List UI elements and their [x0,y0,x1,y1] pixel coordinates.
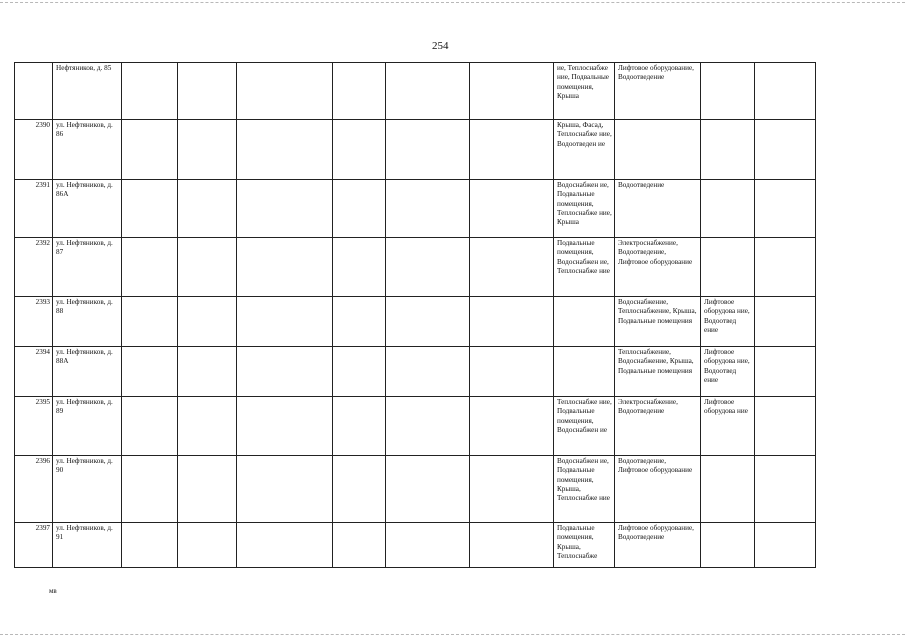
empty-cell [470,523,554,568]
empty-cell [237,347,333,397]
empty-cell [470,63,554,120]
empty-cell [470,120,554,180]
empty-cell [755,397,816,456]
row-number: 2390 [15,120,53,180]
table-row [15,63,816,120]
empty-cell [178,347,237,397]
empty-cell [755,180,816,238]
row-works-b: Электроснабжение, Водоотведение, Лифтовое оборудование [615,238,701,297]
empty-cell [237,456,333,523]
row-works-b [615,120,701,180]
empty-cell [122,180,178,238]
empty-cell [333,297,386,347]
empty-cell [333,238,386,297]
empty-cell [755,347,816,397]
empty-cell [470,180,554,238]
row-works-b: Теплоснабжение, Водоснабжение, Крыша, Подвальные помещения [615,347,701,397]
empty-cell [237,297,333,347]
empty-cell [333,523,386,568]
empty-cell [122,347,178,397]
row-number: 2396 [15,456,53,523]
empty-cell [386,180,470,238]
row-works-c [701,63,755,120]
row-works-c [701,120,755,180]
row-works-c [701,456,755,523]
table-row [15,120,816,180]
empty-cell [386,238,470,297]
row-works-c [701,523,755,568]
empty-cell [333,347,386,397]
row-works-a: Крыша, Фасад, Теплоснабже ние, Водоотведен ие [554,120,615,180]
row-works-b: Водоотведение [615,180,701,238]
empty-cell [386,297,470,347]
row-address: ул. Нефтяников, д. 90 [53,456,122,523]
empty-cell [178,523,237,568]
table-row [15,523,816,568]
row-works-b: Лифтовое оборудование, Водоотведение [615,523,701,568]
row-address: ул. Нефтяников, д. 87 [53,238,122,297]
empty-cell [755,63,816,120]
table-row [15,456,816,523]
row-works-c [701,180,755,238]
footer-mark: мв [49,587,57,595]
row-address: ул. Нефтяников, д. 89 [53,397,122,456]
row-number: 2395 [15,397,53,456]
empty-cell [333,120,386,180]
row-works-a [554,347,615,397]
row-number: 2392 [15,238,53,297]
row-works-a: Подвальные помещения, Водоснабжен ие, Теплоснабже ние [554,238,615,297]
scan-edge-top [0,2,905,3]
row-works-c: Лифтовое оборудова ние [701,397,755,456]
row-works-c: Лифтовое оборудова ние, Водоотвед ение [701,297,755,347]
row-address: ул. Нефтяников, д. 91 [53,523,122,568]
empty-cell [122,523,178,568]
row-number: 2391 [15,180,53,238]
row-works-c [701,238,755,297]
row-works-b: Водоснабжение, Теплоснабжение, Крыша, Подвальные помещения [615,297,701,347]
row-works-b: Лифтовое оборудование, Водоотведение [615,63,701,120]
row-works-a: Подвальные помещения, Крыша, Теплоснабже [554,523,615,568]
empty-cell [386,523,470,568]
empty-cell [470,238,554,297]
empty-cell [333,397,386,456]
empty-cell [178,397,237,456]
table-row [15,180,816,238]
empty-cell [470,456,554,523]
row-address: ул. Нефтяников, д. 88А [53,347,122,397]
row-works-b: Водоотведение, Лифтовое оборудование [615,456,701,523]
empty-cell [470,347,554,397]
row-number: 2397 [15,523,53,568]
table-row [15,347,816,397]
register-body [15,63,816,568]
scan-edge-bottom [0,634,905,635]
empty-cell [122,238,178,297]
row-address: ул. Нефтяников, д. 86 [53,120,122,180]
row-works-a: Водоснабжен ие, Подвальные помещения, Крыша, Теплоснабже ние [554,456,615,523]
empty-cell [386,63,470,120]
empty-cell [237,63,333,120]
empty-cell [470,397,554,456]
empty-cell [386,397,470,456]
row-works-b: Электроснабжение, Водоотведение [615,397,701,456]
empty-cell [755,456,816,523]
empty-cell [122,120,178,180]
empty-cell [386,347,470,397]
row-works-a: Водоснабжен ие, Подвальные помещения, Теплоснабже ние, Крыша [554,180,615,238]
table-row [15,397,816,456]
table-row [15,297,816,347]
empty-cell [178,238,237,297]
row-works-a: ие, Теплоснабже ние, Подвальные помещения, Крыша [554,63,615,120]
empty-cell [333,456,386,523]
row-address: Нефтяников, д. 85 [53,63,122,120]
row-address: ул. Нефтяников, д. 86А [53,180,122,238]
empty-cell [178,297,237,347]
empty-cell [122,397,178,456]
empty-cell [333,180,386,238]
row-address: ул. Нефтяников, д. 88 [53,297,122,347]
empty-cell [178,63,237,120]
empty-cell [122,63,178,120]
empty-cell [755,523,816,568]
page-number: 254 [432,40,449,52]
empty-cell [237,397,333,456]
row-number [15,63,53,120]
empty-cell [333,63,386,120]
empty-cell [237,180,333,238]
empty-cell [237,238,333,297]
empty-cell [122,297,178,347]
row-number: 2393 [15,297,53,347]
row-number: 2394 [15,347,53,397]
register-table [14,62,816,568]
empty-cell [755,297,816,347]
empty-cell [122,456,178,523]
empty-cell [237,120,333,180]
empty-cell [386,120,470,180]
empty-cell [470,297,554,347]
table-row [15,238,816,297]
empty-cell [178,120,237,180]
empty-cell [178,456,237,523]
empty-cell [755,238,816,297]
row-works-a [554,297,615,347]
empty-cell [178,180,237,238]
empty-cell [386,456,470,523]
row-works-c: Лифтовое оборудова ние, Водоотвед ение [701,347,755,397]
empty-cell [755,120,816,180]
row-works-a: Теплоснабже ние, Подвальные помещения, Водоснабжен ие [554,397,615,456]
empty-cell [237,523,333,568]
